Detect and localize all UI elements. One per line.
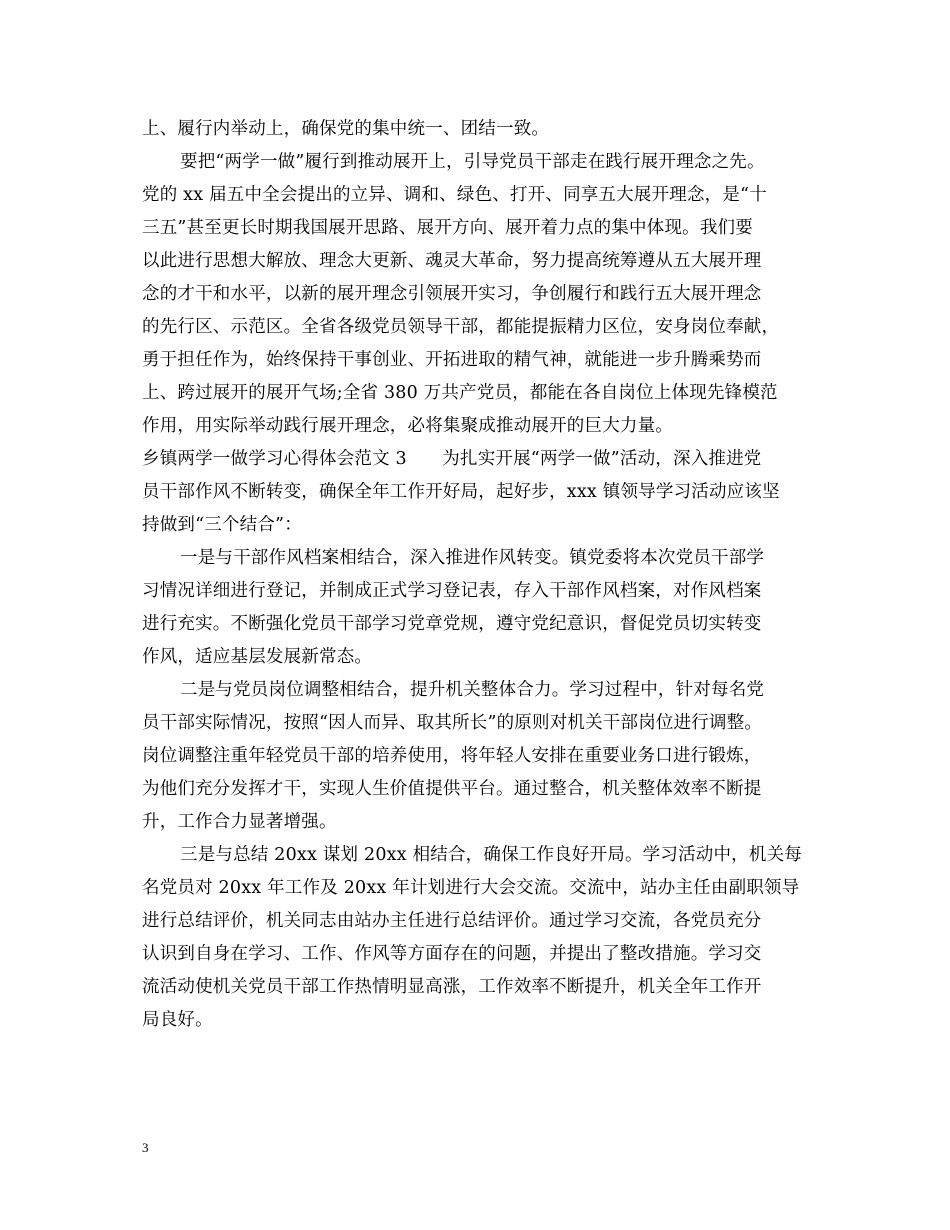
text-line: 三是与总结 20xx 谋划 20xx 相结合，确保工作良好开局。学习活动中，机关每 (180, 845, 802, 865)
body-text (142, 113, 822, 1037)
text-line: 的先行区、示范区。全省各级党员领导干部，都能提振精力区位，安身岗位奉献， (142, 317, 780, 337)
text-line: 岗位调整注重年轻党员干部的培养使用，将年轻人安排在重要业务口进行锻炼， (142, 746, 762, 766)
text-line: 要把“两学一做”履行到推动展开上，引导党员干部走在践行展开理念之先。 (180, 152, 765, 172)
text-line: 流活动使机关党员干部工作热情明显高涨，工作效率不断提升，机关全年工作开 (142, 977, 762, 997)
text-line: 进行总结评价，机关同志由站办主任进行总结评价。通过学习交流，各党员充分 (142, 911, 762, 931)
text-line: 念的才干和水平，以新的展开理念引领展开实习，争创履行和践行五大展开理念 (142, 284, 762, 304)
text-line: 勇于担任作为，始终保持干事创业、开拓进取的精气神，就能进一步升腾乘势而 (142, 350, 762, 370)
text-line: 以此进行思想大解放、理念大更新、魂灵大革命，努力提高统筹遵从五大展开理 (142, 251, 762, 271)
text-line: 乡镇两学一做学习心得体会范文 3 为扎实开展“两学一做”活动，深入推进党 (142, 449, 762, 469)
text-line: 作用，用实际举动践行展开理念，必将集聚成推动展开的巨大力量。 (142, 416, 673, 436)
text-line: 三五”甚至更长时期我国展开思路、展开方向、展开着力点的集中体现。我们要 (142, 218, 753, 238)
text-line: 名党员对 20xx 年工作及 20xx 年计划进行大会交流。交流中，站办主任由副职领导 (142, 878, 800, 898)
text-line: 员干部作风不断转变，确保全年工作开好局，起好步，xxx 镇领导学习活动应该坚 (142, 482, 780, 502)
text-line: 持做到“三个结合”： (142, 515, 302, 535)
text-line: 升，工作合力显著增强。 (142, 812, 337, 832)
text-line: 习情况详细进行登记，并制成正式学习登记表，存入干部作风档案，对作风档案 (142, 581, 762, 601)
text-line: 认识到自身在学习、工作、作风等方面存在的问题，并提出了整改措施。学习交 (142, 944, 762, 964)
page-number: 3 (142, 1140, 149, 1155)
text-line: 一是与干部作风档案相结合，深入推进作风转变。镇党委将本次党员干部学 (180, 548, 765, 568)
text-line: 局良好。 (142, 1010, 213, 1030)
text-line: 为他们充分发挥才干，实现人生价值提供平台。通过整合，机关整体效率不断提 (142, 779, 762, 799)
text-line: 作风，适应基层发展新常态。 (142, 647, 373, 667)
text-line: 员干部实际情况，按照“因人而异、取其所长”的原则对机关干部岗位进行调整。 (142, 713, 763, 733)
text-line: 上、跨过展开的展开气场;全省 380 万共产党员，都能在各自岗位上体现先锋模范 (142, 383, 778, 403)
text-line: 二是与党员岗位调整相结合，提升机关整体合力。学习过程中，针对每名党 (180, 680, 765, 700)
text-line: 上、履行内举动上，确保党的集中统一、团结一致。 (142, 119, 550, 139)
text-line: 进行充实。不断强化党员干部学习党章党规，遵守党纪意识，督促党员切实转变 (142, 614, 762, 634)
text-line: 党的 xx 届五中全会提出的立异、调和、绿色、打开、同享五大展开理念，是“十 (142, 185, 767, 205)
